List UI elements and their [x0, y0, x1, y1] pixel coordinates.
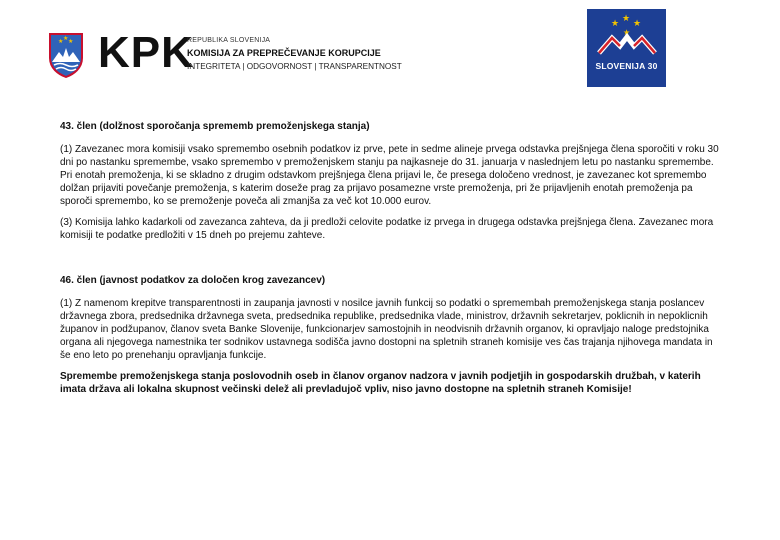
svg-text:★: ★: [58, 38, 64, 45]
kpk-subtitle-line2: KOMISIJA ZA PREPREČEVANJE KORUPCIJE: [187, 48, 381, 58]
svg-text:★: ★: [623, 28, 631, 37]
section-paragraph: (1) Z namenom krepitve transparentnosti in zaupanja javnosti v nosilce javnih funkcij so podatki o spremembah premoženjskega stanja poslancev državnega zbora, predsednika državnega sveta, predsednika republike, predsednika vlade, ministrov, državnih sekretarjev, poklicnih in nepoklicnih županov in podžupanov, članov sveta Banke Slovenije, funkcionarjev samostojnih in neodvisnih državnih organov, ki opravljajo naloge predstojnika organa ali njegovega namestnika ter sodnikov ustavnega sodišča javno dostopni na spletnih straneh komisije ves čas trajanja njihovega mandata in še eno leto po prenehanju opravljanja funkcije.: [60, 298, 713, 361]
kpk-logo-letters: KPK: [98, 28, 194, 77]
page-header: [0, 0, 780, 100]
section-spacer: [60, 250, 725, 274]
document-body: [60, 120, 725, 404]
section-heading: 46. člen (javnost podatkov za določen krog zavezancev): [60, 275, 326, 286]
section-paragraph: (3) Komisija lahko kadarkoli od zavezanca zahteva, da ji predloži celovite podatke iz prvega in drugega odstavka prejšnjega člena. Zavezanec mora komisiji te podatke predložiti v 15 dneh po prejemu zahteve.: [60, 217, 714, 241]
svg-text:★: ★: [611, 19, 620, 29]
svg-text:★: ★: [622, 14, 631, 24]
section-article-46: [60, 274, 725, 362]
final-note: Spremembe premoženjskega stanja poslovodnih oseb in članov organov nadzora v javnih podjetjih in gospodarskih družbah, v katerih imata država ali lokalna skupnost večinski delež ali prevladujoč vpliv, niso javno dostopne na spletnih straneh Komisije!: [60, 371, 701, 395]
coat-of-arms-icon: [48, 32, 84, 78]
section-article-43: [60, 120, 725, 242]
kpk-subtitle: [187, 34, 402, 73]
svg-text:★: ★: [63, 35, 69, 42]
slovenija-30-label: SLOVENIJA 30: [595, 61, 658, 71]
section-paragraph: (1) Zavezanec mora komisiji vsako spremembo osebnih podatkov iz prve, pete in sedme alineje prvega odstavka prejšnjega člena sporočiti v roku 30 dni po nastanku spremembe, vsako spremembo v premoženjskem stanju pa najkasneje do 31. januarja v naslednjem letu po nastanku spremembe. Pri enotah premoženja, ki se skladno z drugim odstavkom prejšnjega člena prijavi le, če presega določeno vrednost, je zavezanec kot spremembo dolžan prijaviti povečanje premoženja, s katerim doseže prag za prijavo posamezne vrste premoženja, pri že prijavljenih enotah premoženja pa sporoči spremembo, ko se premoženje poveča ali zmanjša za več kot 10.000 eurov.: [60, 144, 719, 207]
slovenija-30-logo: [587, 9, 666, 87]
kpk-subtitle-line1: REPUBLIKA SLOVENIJA: [187, 37, 271, 44]
kpk-subtitle-line3: INTEGRITETA | ODGOVORNOST | TRANSPARENTNOST: [187, 62, 402, 71]
svg-text:★: ★: [633, 19, 642, 29]
section-heading: 43. člen (dolžnost sporočanja sprememb premoženjskega stanja): [60, 121, 370, 132]
svg-text:★: ★: [68, 38, 74, 45]
